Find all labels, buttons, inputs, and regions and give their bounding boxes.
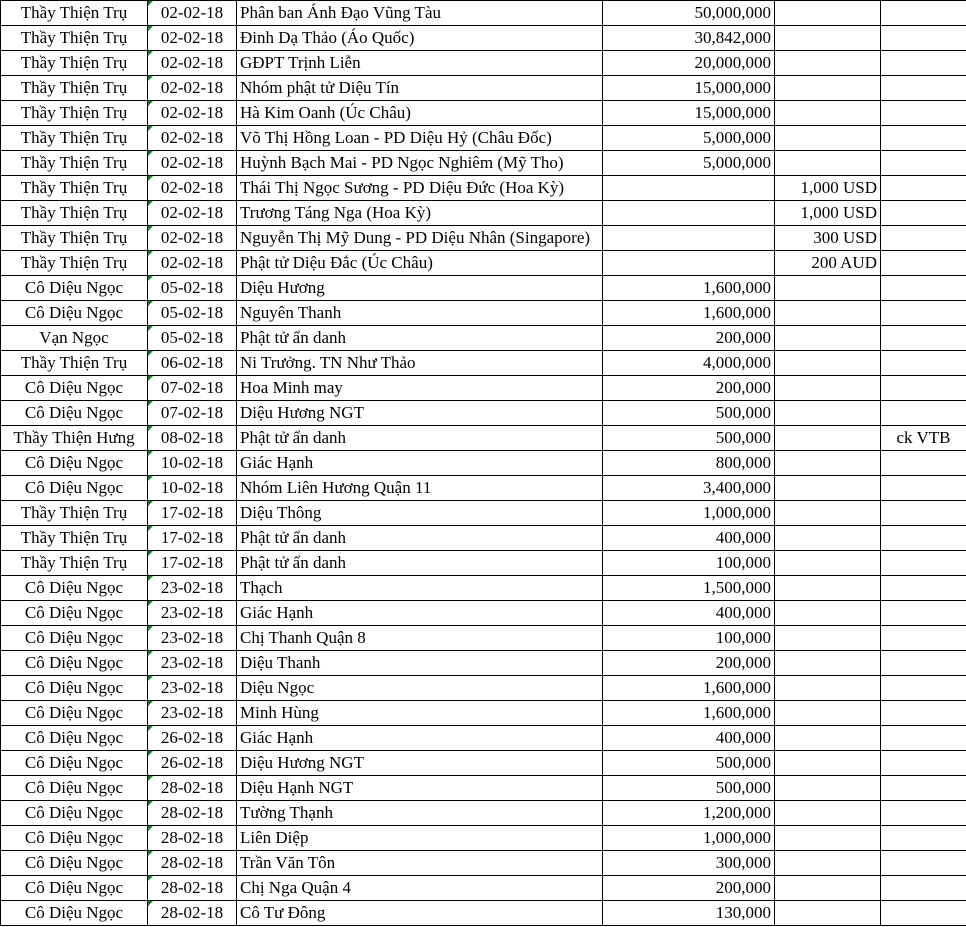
amount-foreign-cell[interactable] — [775, 826, 881, 851]
recipient-cell[interactable]: Cô Diệu Ngọc — [1, 901, 148, 926]
note-cell[interactable] — [881, 1, 966, 26]
amount-vnd-cell[interactable]: 130,000 — [603, 901, 775, 926]
amount-vnd-cell[interactable]: 1,600,000 — [603, 301, 775, 326]
date-cell[interactable]: 02-02-18 — [148, 101, 237, 126]
table-row — [1, 776, 966, 801]
date-cell[interactable]: 28-02-18 — [148, 776, 237, 801]
recipient-cell[interactable]: Cô Diệu Ngọc — [1, 276, 148, 301]
amount-vnd-cell[interactable]: 200,000 — [603, 376, 775, 401]
donor-cell[interactable]: Tường Thạnh — [237, 801, 603, 826]
recipient-cell[interactable]: Thầy Thiện Trụ — [1, 226, 148, 251]
note-cell[interactable] — [881, 376, 966, 401]
note-cell[interactable] — [881, 301, 966, 326]
date-cell[interactable]: 02-02-18 — [148, 51, 237, 76]
donor-cell[interactable]: Võ Thị Hồng Loan - PD Diệu Hỷ (Châu Đốc) — [237, 126, 603, 151]
donor-cell[interactable]: Diệu Hương NGT — [237, 751, 603, 776]
amount-foreign-cell[interactable] — [775, 751, 881, 776]
donor-cell[interactable]: Cô Tư Đông — [237, 901, 603, 926]
table-row — [1, 501, 966, 526]
note-cell[interactable] — [881, 176, 966, 201]
amount-vnd-cell[interactable]: 400,000 — [603, 601, 775, 626]
date-cell[interactable]: 02-02-18 — [148, 251, 237, 276]
note-cell[interactable] — [881, 451, 966, 476]
amount-foreign-cell[interactable] — [775, 876, 881, 901]
date-cell[interactable]: 17-02-18 — [148, 501, 237, 526]
recipient-cell[interactable]: Cô Diệu Ngọc — [1, 701, 148, 726]
donor-cell[interactable]: Minh Hùng — [237, 701, 603, 726]
donor-cell[interactable]: Diệu Hương NGT — [237, 401, 603, 426]
amount-vnd-cell[interactable]: 5,000,000 — [603, 151, 775, 176]
note-cell[interactable] — [881, 26, 966, 51]
note-cell[interactable] — [881, 751, 966, 776]
donor-cell[interactable]: GĐPT Trịnh Liễn — [237, 51, 603, 76]
table-row — [1, 551, 966, 576]
table-row — [1, 601, 966, 626]
donor-cell[interactable]: Diệu Thanh — [237, 651, 603, 676]
amount-vnd-cell[interactable]: 100,000 — [603, 626, 775, 651]
table-row — [1, 126, 966, 151]
table-row — [1, 626, 966, 651]
note-cell[interactable] — [881, 351, 966, 376]
amount-foreign-cell[interactable] — [775, 676, 881, 701]
date-cell[interactable]: 07-02-18 — [148, 401, 237, 426]
note-cell[interactable] — [881, 101, 966, 126]
amount-vnd-cell[interactable] — [603, 176, 775, 201]
recipient-cell[interactable]: Thầy Thiện Trụ — [1, 351, 148, 376]
recipient-cell[interactable]: Thầy Thiện Trụ — [1, 101, 148, 126]
amount-vnd-cell[interactable]: 30,842,000 — [603, 26, 775, 51]
table-row — [1, 276, 966, 301]
amount-vnd-cell[interactable]: 100,000 — [603, 551, 775, 576]
recipient-cell[interactable]: Cô Diệu Ngọc — [1, 776, 148, 801]
amount-foreign-cell[interactable] — [775, 326, 881, 351]
date-cell[interactable]: 10-02-18 — [148, 451, 237, 476]
amount-vnd-cell[interactable]: 50,000,000 — [603, 1, 775, 26]
recipient-cell[interactable]: Thầy Thiện Trụ — [1, 176, 148, 201]
table-row — [1, 526, 966, 551]
donor-cell[interactable]: Hoa Minh may — [237, 376, 603, 401]
note-cell[interactable] — [881, 776, 966, 801]
table-row — [1, 576, 966, 601]
recipient-cell[interactable]: Thầy Thiện Trụ — [1, 1, 148, 26]
donor-cell[interactable]: Ni Trưởng. TN Như Thảo — [237, 351, 603, 376]
recipient-cell[interactable]: Thầy Thiện Trụ — [1, 501, 148, 526]
table-row — [1, 451, 966, 476]
note-cell[interactable] — [881, 201, 966, 226]
amount-foreign-cell[interactable] — [775, 651, 881, 676]
donor-cell[interactable]: Chị Nga Quận 4 — [237, 876, 603, 901]
date-cell[interactable]: 28-02-18 — [148, 826, 237, 851]
amount-foreign-cell[interactable] — [775, 776, 881, 801]
amount-vnd-cell[interactable] — [603, 251, 775, 276]
amount-foreign-cell[interactable] — [775, 376, 881, 401]
recipient-cell[interactable]: Cô Diệu Ngọc — [1, 451, 148, 476]
table-row — [1, 76, 966, 101]
amount-vnd-cell[interactable]: 500,000 — [603, 776, 775, 801]
note-cell[interactable] — [881, 901, 966, 926]
note-cell[interactable] — [881, 851, 966, 876]
amount-foreign-cell[interactable]: 200 AUD — [775, 251, 881, 276]
note-cell[interactable] — [881, 626, 966, 651]
amount-vnd-cell[interactable]: 200,000 — [603, 326, 775, 351]
amount-vnd-cell[interactable]: 20,000,000 — [603, 51, 775, 76]
amount-vnd-cell[interactable] — [603, 201, 775, 226]
amount-foreign-cell[interactable] — [775, 301, 881, 326]
amount-vnd-cell[interactable]: 1,000,000 — [603, 501, 775, 526]
donor-cell[interactable]: Huỳnh Bạch Mai - PD Ngọc Nghiêm (Mỹ Tho) — [237, 151, 603, 176]
amount-foreign-cell[interactable] — [775, 801, 881, 826]
table-row — [1, 676, 966, 701]
amount-foreign-cell[interactable] — [775, 26, 881, 51]
table-row — [1, 151, 966, 176]
table-row — [1, 876, 966, 901]
donor-cell[interactable]: Giác Hạnh — [237, 601, 603, 626]
amount-foreign-cell[interactable] — [775, 76, 881, 101]
date-cell[interactable]: 17-02-18 — [148, 551, 237, 576]
note-cell[interactable] — [881, 801, 966, 826]
table-row — [1, 176, 966, 201]
donor-cell[interactable]: Chị Thanh Quận 8 — [237, 626, 603, 651]
note-cell[interactable] — [881, 126, 966, 151]
donor-cell[interactable]: Nguyễn Thị Mỹ Dung - PD Diệu Nhân (Singapore) — [237, 226, 603, 251]
amount-vnd-cell[interactable]: 1,200,000 — [603, 801, 775, 826]
amount-foreign-cell[interactable] — [775, 51, 881, 76]
amount-vnd-cell[interactable]: 500,000 — [603, 426, 775, 451]
amount-vnd-cell[interactable]: 500,000 — [603, 751, 775, 776]
amount-foreign-cell[interactable] — [775, 451, 881, 476]
amount-foreign-cell[interactable] — [775, 1, 881, 26]
date-cell[interactable]: 05-02-18 — [148, 276, 237, 301]
date-cell[interactable]: 26-02-18 — [148, 751, 237, 776]
note-cell[interactable] — [881, 401, 966, 426]
note-cell[interactable] — [881, 701, 966, 726]
amount-vnd-cell[interactable]: 1,600,000 — [603, 676, 775, 701]
amount-vnd-cell[interactable]: 1,000,000 — [603, 826, 775, 851]
table-row — [1, 1, 966, 26]
amount-vnd-cell[interactable]: 400,000 — [603, 526, 775, 551]
amount-foreign-cell[interactable] — [775, 601, 881, 626]
note-cell[interactable] — [881, 526, 966, 551]
table-row — [1, 326, 966, 351]
donor-cell[interactable]: Liên Diệp — [237, 826, 603, 851]
date-cell[interactable]: 17-02-18 — [148, 526, 237, 551]
donor-cell[interactable]: Trương Táng Nga (Hoa Kỳ) — [237, 201, 603, 226]
note-cell[interactable] — [881, 576, 966, 601]
date-cell[interactable]: 02-02-18 — [148, 126, 237, 151]
amount-vnd-cell[interactable]: 1,500,000 — [603, 576, 775, 601]
amount-vnd-cell[interactable]: 300,000 — [603, 851, 775, 876]
donor-cell[interactable]: Giác Hạnh — [237, 451, 603, 476]
table-row — [1, 251, 966, 276]
date-cell[interactable]: 05-02-18 — [148, 326, 237, 351]
note-cell[interactable] — [881, 151, 966, 176]
date-cell[interactable]: 23-02-18 — [148, 576, 237, 601]
date-cell[interactable]: 02-02-18 — [148, 201, 237, 226]
amount-foreign-cell[interactable] — [775, 151, 881, 176]
table-row — [1, 376, 966, 401]
note-cell[interactable] — [881, 551, 966, 576]
amount-vnd-cell[interactable] — [603, 226, 775, 251]
date-cell[interactable]: 23-02-18 — [148, 626, 237, 651]
amount-foreign-cell[interactable] — [775, 576, 881, 601]
table-row — [1, 351, 966, 376]
amount-vnd-cell[interactable]: 1,600,000 — [603, 701, 775, 726]
note-cell[interactable] — [881, 476, 966, 501]
recipient-cell[interactable]: Thầy Thiện Trụ — [1, 551, 148, 576]
date-cell[interactable]: 02-02-18 — [148, 226, 237, 251]
donor-cell[interactable]: Phân ban Ánh Đạo Vũng Tàu — [237, 1, 603, 26]
donor-cell[interactable]: Phật tử ẩn danh — [237, 526, 603, 551]
recipient-cell[interactable]: Cô Diệu Ngọc — [1, 401, 148, 426]
recipient-cell[interactable]: Cô Diệu Ngọc — [1, 576, 148, 601]
amount-vnd-cell[interactable]: 500,000 — [603, 401, 775, 426]
recipient-cell[interactable]: Cô Diệu Ngọc — [1, 476, 148, 501]
note-cell[interactable]: ck VTB — [881, 426, 966, 451]
amount-foreign-cell[interactable] — [775, 276, 881, 301]
donor-cell[interactable]: Hà Kim Oanh (Úc Châu) — [237, 101, 603, 126]
recipient-cell[interactable]: Cô Diệu Ngọc — [1, 301, 148, 326]
table-row — [1, 101, 966, 126]
note-cell[interactable] — [881, 726, 966, 751]
date-cell[interactable]: 28-02-18 — [148, 876, 237, 901]
recipient-cell[interactable]: Thầy Thiện Trụ — [1, 526, 148, 551]
donor-cell[interactable]: Trần Văn Tôn — [237, 851, 603, 876]
recipient-cell[interactable]: Cô Diệu Ngọc — [1, 801, 148, 826]
table-row — [1, 901, 966, 926]
recipient-cell[interactable]: Cô Diệu Ngọc — [1, 676, 148, 701]
date-cell[interactable]: 26-02-18 — [148, 726, 237, 751]
date-cell[interactable]: 02-02-18 — [148, 151, 237, 176]
date-cell[interactable]: 28-02-18 — [148, 851, 237, 876]
donor-cell[interactable]: Diệu Ngọc — [237, 676, 603, 701]
amount-vnd-cell[interactable]: 4,000,000 — [603, 351, 775, 376]
date-cell[interactable]: 02-02-18 — [148, 1, 237, 26]
table-row — [1, 726, 966, 751]
note-cell[interactable] — [881, 601, 966, 626]
recipient-cell[interactable]: Cô Diệu Ngọc — [1, 851, 148, 876]
table-row — [1, 801, 966, 826]
amount-vnd-cell[interactable]: 3,400,000 — [603, 476, 775, 501]
recipient-cell[interactable]: Cô Diệu Ngọc — [1, 726, 148, 751]
amount-vnd-cell[interactable]: 200,000 — [603, 876, 775, 901]
recipient-cell[interactable]: Thầy Thiện Trụ — [1, 251, 148, 276]
note-cell[interactable] — [881, 226, 966, 251]
table-row — [1, 26, 966, 51]
sheet-body — [1, 1, 966, 926]
amount-foreign-cell[interactable] — [775, 526, 881, 551]
date-cell[interactable]: 23-02-18 — [148, 701, 237, 726]
recipient-cell[interactable]: Thầy Thiện Trụ — [1, 201, 148, 226]
date-cell[interactable]: 10-02-18 — [148, 476, 237, 501]
date-cell[interactable]: 02-02-18 — [148, 176, 237, 201]
amount-foreign-cell[interactable] — [775, 426, 881, 451]
amount-foreign-cell[interactable] — [775, 726, 881, 751]
note-cell[interactable] — [881, 651, 966, 676]
table-row — [1, 201, 966, 226]
donor-cell[interactable]: Phật tử ẩn danh — [237, 326, 603, 351]
donor-cell[interactable]: Diệu Thông — [237, 501, 603, 526]
donor-cell[interactable]: Thạch — [237, 576, 603, 601]
date-cell[interactable]: 23-02-18 — [148, 651, 237, 676]
donor-cell[interactable]: Giác Hạnh — [237, 726, 603, 751]
date-cell[interactable]: 28-02-18 — [148, 901, 237, 926]
amount-foreign-cell[interactable] — [775, 851, 881, 876]
amount-foreign-cell[interactable] — [775, 701, 881, 726]
date-cell[interactable]: 07-02-18 — [148, 376, 237, 401]
amount-foreign-cell[interactable] — [775, 401, 881, 426]
donor-cell[interactable]: Thái Thị Ngọc Sương - PD Diệu Đức (Hoa Kỳ) — [237, 176, 603, 201]
recipient-cell[interactable]: Cô Diệu Ngọc — [1, 376, 148, 401]
donor-cell[interactable]: Phật tử ẩn danh — [237, 426, 603, 451]
donor-cell[interactable]: Đinh Dạ Thảo (Áo Quốc) — [237, 26, 603, 51]
date-cell[interactable]: 23-02-18 — [148, 601, 237, 626]
amount-foreign-cell[interactable] — [775, 501, 881, 526]
table-row — [1, 651, 966, 676]
recipient-cell[interactable]: Thầy Thiện Trụ — [1, 51, 148, 76]
note-cell[interactable] — [881, 276, 966, 301]
table-row — [1, 476, 966, 501]
recipient-cell[interactable]: Cô Diệu Ngọc — [1, 626, 148, 651]
amount-foreign-cell[interactable] — [775, 551, 881, 576]
table-row — [1, 401, 966, 426]
table-row — [1, 851, 966, 876]
table-row — [1, 301, 966, 326]
note-cell[interactable] — [881, 501, 966, 526]
date-cell[interactable]: 02-02-18 — [148, 26, 237, 51]
donor-cell[interactable]: Diệu Hương — [237, 276, 603, 301]
donor-cell[interactable]: Phật tử Diệu Đắc (Úc Châu) — [237, 251, 603, 276]
recipient-cell[interactable]: Vạn Ngọc — [1, 326, 148, 351]
amount-vnd-cell[interactable]: 5,000,000 — [603, 126, 775, 151]
amount-foreign-cell[interactable]: 1,000 USD — [775, 201, 881, 226]
note-cell[interactable] — [881, 326, 966, 351]
recipient-cell[interactable]: Thầy Thiện Trụ — [1, 126, 148, 151]
table-row — [1, 426, 966, 451]
amount-vnd-cell[interactable]: 200,000 — [603, 651, 775, 676]
recipient-cell[interactable]: Cô Diệu Ngọc — [1, 826, 148, 851]
recipient-cell[interactable]: Cô Diệu Ngọc — [1, 601, 148, 626]
amount-vnd-cell[interactable]: 800,000 — [603, 451, 775, 476]
donor-cell[interactable]: Diệu Hạnh NGT — [237, 776, 603, 801]
recipient-cell[interactable]: Thầy Thiện Trụ — [1, 26, 148, 51]
date-cell[interactable]: 06-02-18 — [148, 351, 237, 376]
note-cell[interactable] — [881, 51, 966, 76]
recipient-cell[interactable]: Cô Diệu Ngọc — [1, 751, 148, 776]
table-row — [1, 51, 966, 76]
recipient-cell[interactable]: Thầy Thiện Trụ — [1, 76, 148, 101]
date-cell[interactable]: 28-02-18 — [148, 801, 237, 826]
recipient-cell[interactable]: Thầy Thiện Hưng — [1, 426, 148, 451]
date-cell[interactable]: 23-02-18 — [148, 676, 237, 701]
note-cell[interactable] — [881, 876, 966, 901]
note-cell[interactable] — [881, 251, 966, 276]
table-row — [1, 826, 966, 851]
amount-foreign-cell[interactable] — [775, 901, 881, 926]
date-cell[interactable]: 02-02-18 — [148, 76, 237, 101]
donor-cell[interactable]: Nguyên Thanh — [237, 301, 603, 326]
amount-vnd-cell[interactable]: 1,600,000 — [603, 276, 775, 301]
amount-foreign-cell[interactable] — [775, 101, 881, 126]
amount-foreign-cell[interactable]: 300 USD — [775, 226, 881, 251]
amount-foreign-cell[interactable]: 1,000 USD — [775, 176, 881, 201]
note-cell[interactable] — [881, 76, 966, 101]
note-cell[interactable] — [881, 676, 966, 701]
donor-cell[interactable]: Nhóm phật tử Diệu Tín — [237, 76, 603, 101]
amount-foreign-cell[interactable] — [775, 476, 881, 501]
date-cell[interactable]: 05-02-18 — [148, 301, 237, 326]
table-row — [1, 751, 966, 776]
table-row — [1, 701, 966, 726]
amount-foreign-cell[interactable] — [775, 126, 881, 151]
amount-foreign-cell[interactable] — [775, 626, 881, 651]
recipient-cell[interactable]: Thầy Thiện Trụ — [1, 151, 148, 176]
table-row — [1, 226, 966, 251]
donor-cell[interactable]: Nhóm Liên Hương Quận 11 — [237, 476, 603, 501]
date-cell[interactable]: 08-02-18 — [148, 426, 237, 451]
amount-vnd-cell[interactable]: 15,000,000 — [603, 76, 775, 101]
recipient-cell[interactable]: Cô Diệu Ngọc — [1, 876, 148, 901]
donor-cell[interactable]: Phật tử ẩn danh — [237, 551, 603, 576]
recipient-cell[interactable]: Cô Diệu Ngọc — [1, 651, 148, 676]
amount-vnd-cell[interactable]: 15,000,000 — [603, 101, 775, 126]
amount-foreign-cell[interactable] — [775, 351, 881, 376]
amount-vnd-cell[interactable]: 400,000 — [603, 726, 775, 751]
note-cell[interactable] — [881, 826, 966, 851]
